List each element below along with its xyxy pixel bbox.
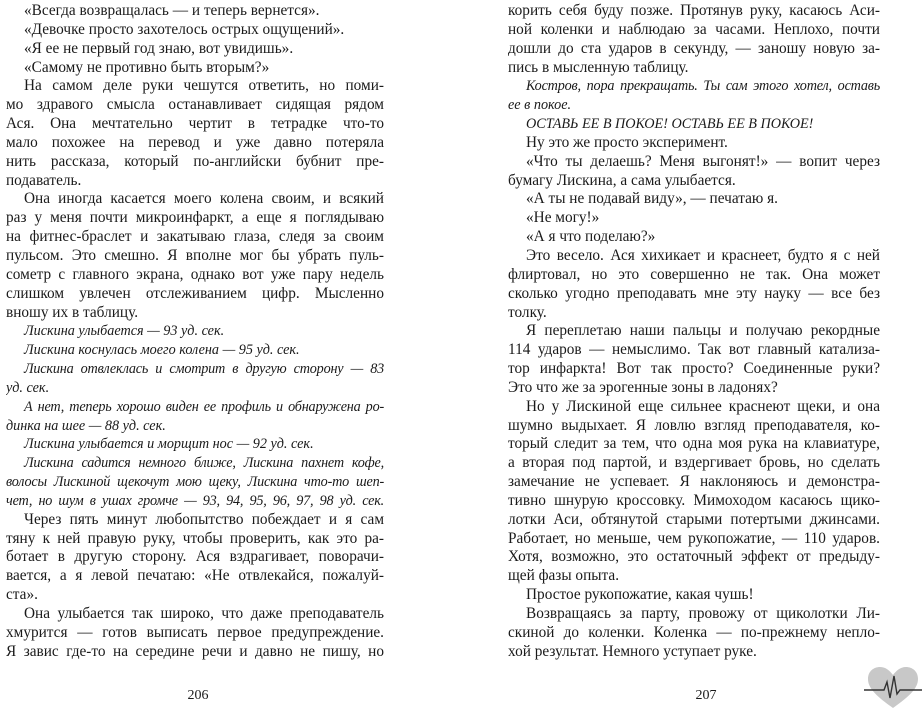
text-line: ее в покое.	[508, 97, 572, 114]
heart-shape	[868, 667, 918, 708]
text-line: ботает в другую сторону. Ася вздрагивает, поворачи-	[6, 548, 384, 566]
text-line: Возвращаясь за парту, провожу от щиколотки Ли-	[526, 605, 880, 622]
left-page	[6, 0, 384, 713]
text-line: хой результат. Немного уступает руке.	[508, 642, 757, 660]
text-line: раз у меня почти микроинфаркт, а еще я поглядываю	[6, 209, 384, 227]
text-line: Через пять минут любопытство побеждает и я сам	[24, 510, 384, 528]
text-line: «А я что поделаю?»	[526, 228, 656, 246]
text-line: «Всегда возвращалась — и теперь вернется».	[24, 2, 320, 19]
text-line: торый следит за тем, что одна моя рука на клавиатуре,	[508, 435, 880, 453]
text-line: корить себя буду позже. Протянув руку, касаюсь Аси-	[508, 2, 880, 19]
text-line: уд. сек.	[6, 379, 50, 396]
text-line: сколько угодно преподавать мне эту науку — все без	[508, 284, 880, 302]
text-line: Лискина отвлеклась и смотрит в другую сторону — 83	[24, 361, 384, 378]
text-line: на фитнес-браслет и закатываю глаза, следя за своим	[6, 228, 384, 246]
text-line: мо здравого смысла останавливает сидящая рядом	[6, 96, 384, 114]
text-line: Лискина садится немного ближе, Лискина пахнет кофе,	[24, 455, 384, 472]
text-line: лотки Аси, обтянутой старыми потертыми джинсами.	[508, 510, 880, 528]
text-line: Хотя, возможно, это остаточный эффект от предыду-	[508, 548, 880, 566]
text-line: ОСТАВЬ ЕЕ В ПОКОЕ! ОСТАВЬ ЕЕ В ПОКОЕ!	[526, 116, 814, 133]
page-number-right: 207	[695, 688, 717, 703]
text-line: вношу их в таблицу.	[6, 303, 139, 321]
text-line: Простое рукопожатие, какая чушь!	[526, 586, 754, 604]
text-line: сометр с главного экрана, однако вот уже пару недель	[6, 265, 384, 283]
left-page-text	[6, 2, 384, 662]
text-line: подаватель.	[6, 171, 82, 189]
text-line: волосы Лискиной щекочут мою щеку, Лискина что-то шеп-	[6, 474, 384, 491]
text-line: Она улыбается так широко, что даже преподаватель	[24, 605, 384, 622]
text-line: шумно выдыхает. Я ловлю взгляд преподавателя, ко-	[508, 416, 880, 434]
text-line: Лискина улыбается — 93 уд. сек.	[24, 323, 225, 340]
text-line: дошли до ста ударов в секунду, — заношу новую за-	[508, 39, 880, 57]
text-line: Я переплетаю наши пальцы и получаю рекордные	[526, 322, 880, 340]
text-line: пульсом. Это смешно. Я вполне мог бы убрать пуль-	[6, 246, 384, 264]
text-line: Она иногда касается моего колена своим, и всякий	[24, 190, 384, 208]
text-line: тивно шнурую кроссовку. Мимоходом касаюсь щико-	[508, 491, 880, 509]
page-number-left: 206	[187, 688, 209, 703]
text-line: пись в мысленную таблицу.	[508, 58, 689, 76]
text-line: Я завис где-то на середине речи и давно не пишу, но	[6, 642, 384, 660]
heart-pulse-icon	[864, 664, 922, 712]
text-line: ста».	[6, 586, 38, 604]
right-page	[508, 0, 880, 713]
text-line: «Самому не противно быть вторым?»	[24, 58, 270, 76]
text-line: На самом деле руки чешутся ответить, но поми-	[24, 77, 384, 95]
text-line: тяну к ней правую руку, чтобы проверить, как это ра-	[6, 529, 384, 547]
text-line: Лискина коснулась моего колена — 95 уд. сек.	[24, 342, 300, 359]
text-line: скиной до коленки. Коленка — по-прежнему непло-	[508, 623, 880, 641]
text-line: «А ты не подавай виду», — печатаю я.	[526, 190, 778, 208]
text-line: щей фазы опыта.	[508, 567, 620, 585]
text-line: нить рассказа, который по-английски бубнит пре-	[6, 152, 384, 170]
text-line: «Что ты делаешь? Меня выгонят!» — вопит через	[526, 152, 880, 170]
text-line: Это что же за эрогенные зоны в ладонях?	[508, 378, 778, 396]
right-page-text	[508, 2, 880, 662]
text-line: 114 ударов — немыслимо. Так вот главный катализа-	[508, 341, 880, 359]
text-line: «Я ее не первый год знаю, вот увидишь».	[24, 39, 294, 57]
text-line: Но у Лискиной еще сильнее краснеют щеки, и она	[526, 397, 880, 415]
text-line: мало похожее на перевод и уже давно потеряла	[6, 133, 384, 151]
text-line: Ася. Она мечтательно чертит в тетрадке что-то	[6, 115, 384, 133]
text-line: «Девочке просто захотелось острых ощущений».	[24, 20, 345, 38]
text-line: флиртовал, но это совершенно не так. Она может	[508, 265, 880, 283]
text-line: Ну это же просто эксперимент.	[526, 133, 728, 151]
text-line: А нет, теперь хорошо виден ее профиль и обнаружена ро-	[24, 398, 384, 415]
text-line: слишком увлечен отслеживанием цифр. Мысленно	[6, 284, 384, 302]
text-line: Лискина улыбается и морщит нос — 92 уд. сек.	[24, 436, 314, 453]
text-line: а вторая под партой, и вздергивает бровь, но сделать	[508, 454, 880, 472]
text-line: вается, а я левой печатаю: «Не отвлекайся, пожалуй-	[6, 567, 384, 585]
text-line: Это весело. Ася хихикает и краснеет, будто я с ней	[526, 246, 880, 264]
text-line: ной коленки и наблюдаю за часами. Неплохо, почти	[508, 20, 880, 38]
text-line: тор инфаркта! Вот так просто? Соединенные руки?	[508, 360, 880, 378]
text-line: динка на шее — 88 уд. сек.	[6, 417, 166, 434]
text-line: Работает, но меньше, чем рукопожатие, — 110 ударов.	[508, 529, 880, 547]
text-line: замечание не успевает. Я наклоняюсь и демонстра-	[508, 473, 880, 491]
text-line: хмурится — готов выписать первое предупреждение.	[6, 623, 384, 641]
text-line: бумагу Лискина, а сама улыбается.	[508, 171, 736, 189]
text-line: чет, но шум в ушах громче — 93, 94, 95, 96, 97, 98 уд. сек.	[6, 492, 384, 509]
text-line: толку.	[508, 303, 547, 321]
text-line: Костров, пора прекращать. Ты сам этого хотел, оставь	[526, 78, 880, 95]
text-line: «Не могу!»	[526, 209, 600, 227]
